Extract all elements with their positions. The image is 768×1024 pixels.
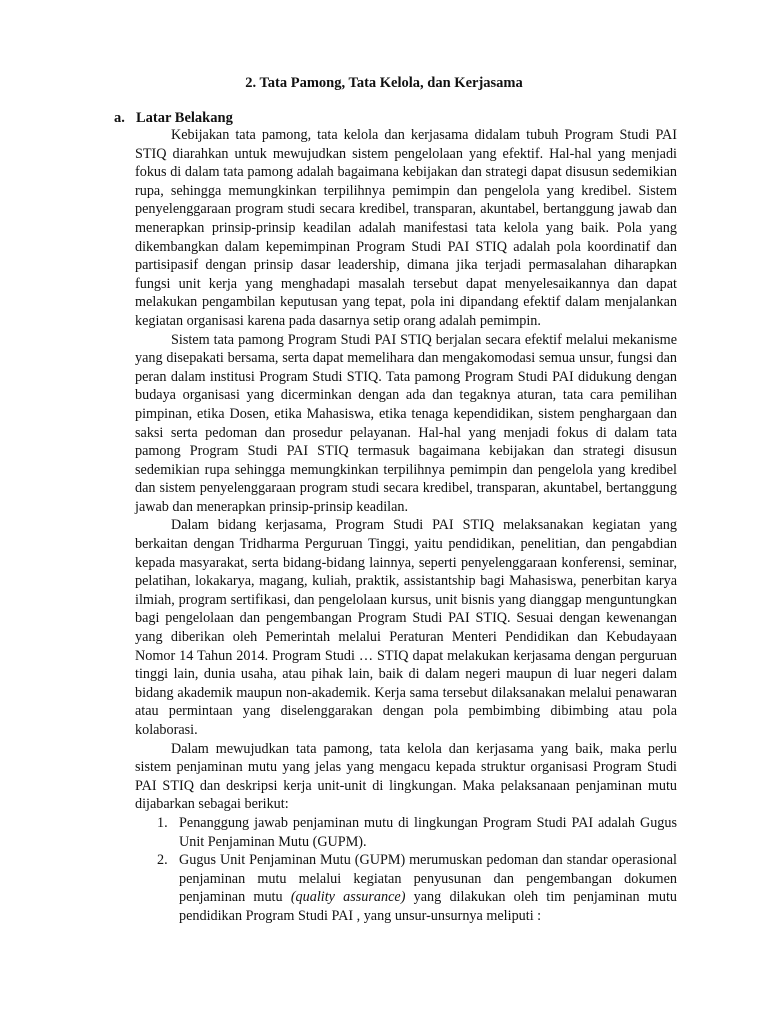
list-item-text [179,852,677,924]
paragraph-3: Dalam bidang kerjasama, Program Studi PAI STIQ melaksanakan kegiatan yang berkaitan dengan Tridharma Perguruan Tinggi, yaitu pendidikan, penelitian, dan pengabdian kepada masyarakat, serta bidang-bidang lainnya, seperti penyelenggaraan konferensi, seminar, pelatihan, lokakarya, magang, kuliah, praktik, assistantship bagi Mahasiswa, penerbitan karya ilmiah, program sertifikasi, dan pengelolaan kursus, unit bisnis yang dianggap menguntungkan bagi pengelolaan dan pengembangan Program Studi PAI STIQ. Sesuai dengan kewenangan yang diberikan oleh Pemerintah melalui Peraturan Menteri Pendidikan dan Kebudayaan Nomor 14 Tahun 2014. Program Studi … STIQ dapat melakukan kerjasama dengan perguruan tinggi lain, dunia usaha, atau pihak lain, baik di dalam negeri maupun di luar negeri dalam bidang akademik maupun non-akademik. Kerja sama tersebut dilaksanakan melalui penawaran atau permintaan yang diselenggarakan dengan pola pembimbing dibimbing atau pola kolaborasi. [135,517,677,738]
list-item-number: 1. [157,814,168,831]
list-item-text-after: yang dilakukan oleh tim penjaminan mutu pendidikan Program Studi PAI , yang unsur-unsurnya meliputi : [179,889,678,924]
list-item-text: Penanggung jawab penjaminan mutu di lingkungan Program Studi PAI adalah Gugus Unit Penjaminan Mutu (GUPM). [179,814,677,850]
section-heading-text: Latar Belakang [136,110,233,126]
list-item-text-italic: (quality assurance) [290,889,406,906]
paragraph-2: Sistem tata pamong Program Studi PAI STIQ berjalan secara efektif melalui mekanisme yang disepakati bersama, serta dapat memelihara dan mengakomodasi semua unsur, fungsi dan peran dalam institusi Program Studi STIQ. Tata pamong Program Studi PAI didukung dengan budaya organisasi yang dicerminkan dengan ada dan tegaknya aturan, tata cara pemilihan pimpinan, etika Dosen, etika Mahasiswa, etika tenaga kependidikan, sistem penghargaan dan saksi serta pedoman dan prosedur pelayanan. Hal-hal yang menjadi fokus di dalam tata pamong Program Studi PAI STIQ termasuk bagaimana kebijakan dan strategi disusun sedemikian rupa sehingga memungkinkan terpilihnya pemimpin dan pengelola yang kredibel dan sistem penyelenggaraan program studi secara kredibel, transparan, akuntabel, bertanggung jawab dan menerapkan prinsip-prinsip keadilan. [135,331,677,515]
numbered-list [135,814,677,926]
paragraph-4: Dalam mewujudkan tata pamong, tata kelola dan kerjasama yang baik, maka perlu sistem penjaminan mutu yang jelas yang mengacu kepada struktur organisasi Program Studi PAI STIQ dan deskripsi kerja unit-unit di lingkungan. Maka pelaksanaan penjaminan mutu dijabarkan sebagai berikut: [135,740,677,813]
section-heading [114,109,233,128]
list-item [135,851,677,925]
list-item-number: 2. [157,852,168,869]
section-letter: a. [114,110,125,126]
list-item-text-before: Gugus Unit Penjaminan Mutu (GUPM) merumuskan pedoman dan standar operasional penjaminan mutu melalui kegiatan penyusunan dan pengembangan dokumen penjaminan mutu [179,852,677,906]
list-item [135,814,677,851]
document-body [135,126,677,926]
document-title: 2. Tata Pamong, Tata Kelola, dan Kerjasama [245,75,523,91]
paragraph-1: Kebijakan tata pamong, tata kelola dan kerjasama didalam tubuh Program Studi PAI STIQ diarahkan untuk mewujudkan sistem pengelolaan yang efektif. Hal-hal yang menjadi fokus di dalam tata pamong adalah bagaimana kebijakan dan strategi dapat disusun sedemikian rupa, sehingga memungkinkan terpilihnya pemimpin dan pengelola yang kredibel. Sistem penyelenggaraan program studi secara kredibel, transparan, akuntabel, bertanggung jawab dan menerapkan prinsip-prinsip keadilan adalah manifestasi tata kelola yang baik. Pola yang dikembangkan dalam kepemimpinan Program Studi PAI STIQ adalah pola koordinatif dan partisipasif dengan prinsip dasar leadership, dimana jika terjadi permasalahan diharapkan fungsi unit kerja yang menghadapi masalah tersebut dapat menyelesaikannya dan dapat melakukan pengambilan keputusan yang tepat, pola ini dipandang efektif dalam menjalankan kegiatan organisasi karena pada dasarnya setip orang adalah pemimpin. [135,127,677,329]
